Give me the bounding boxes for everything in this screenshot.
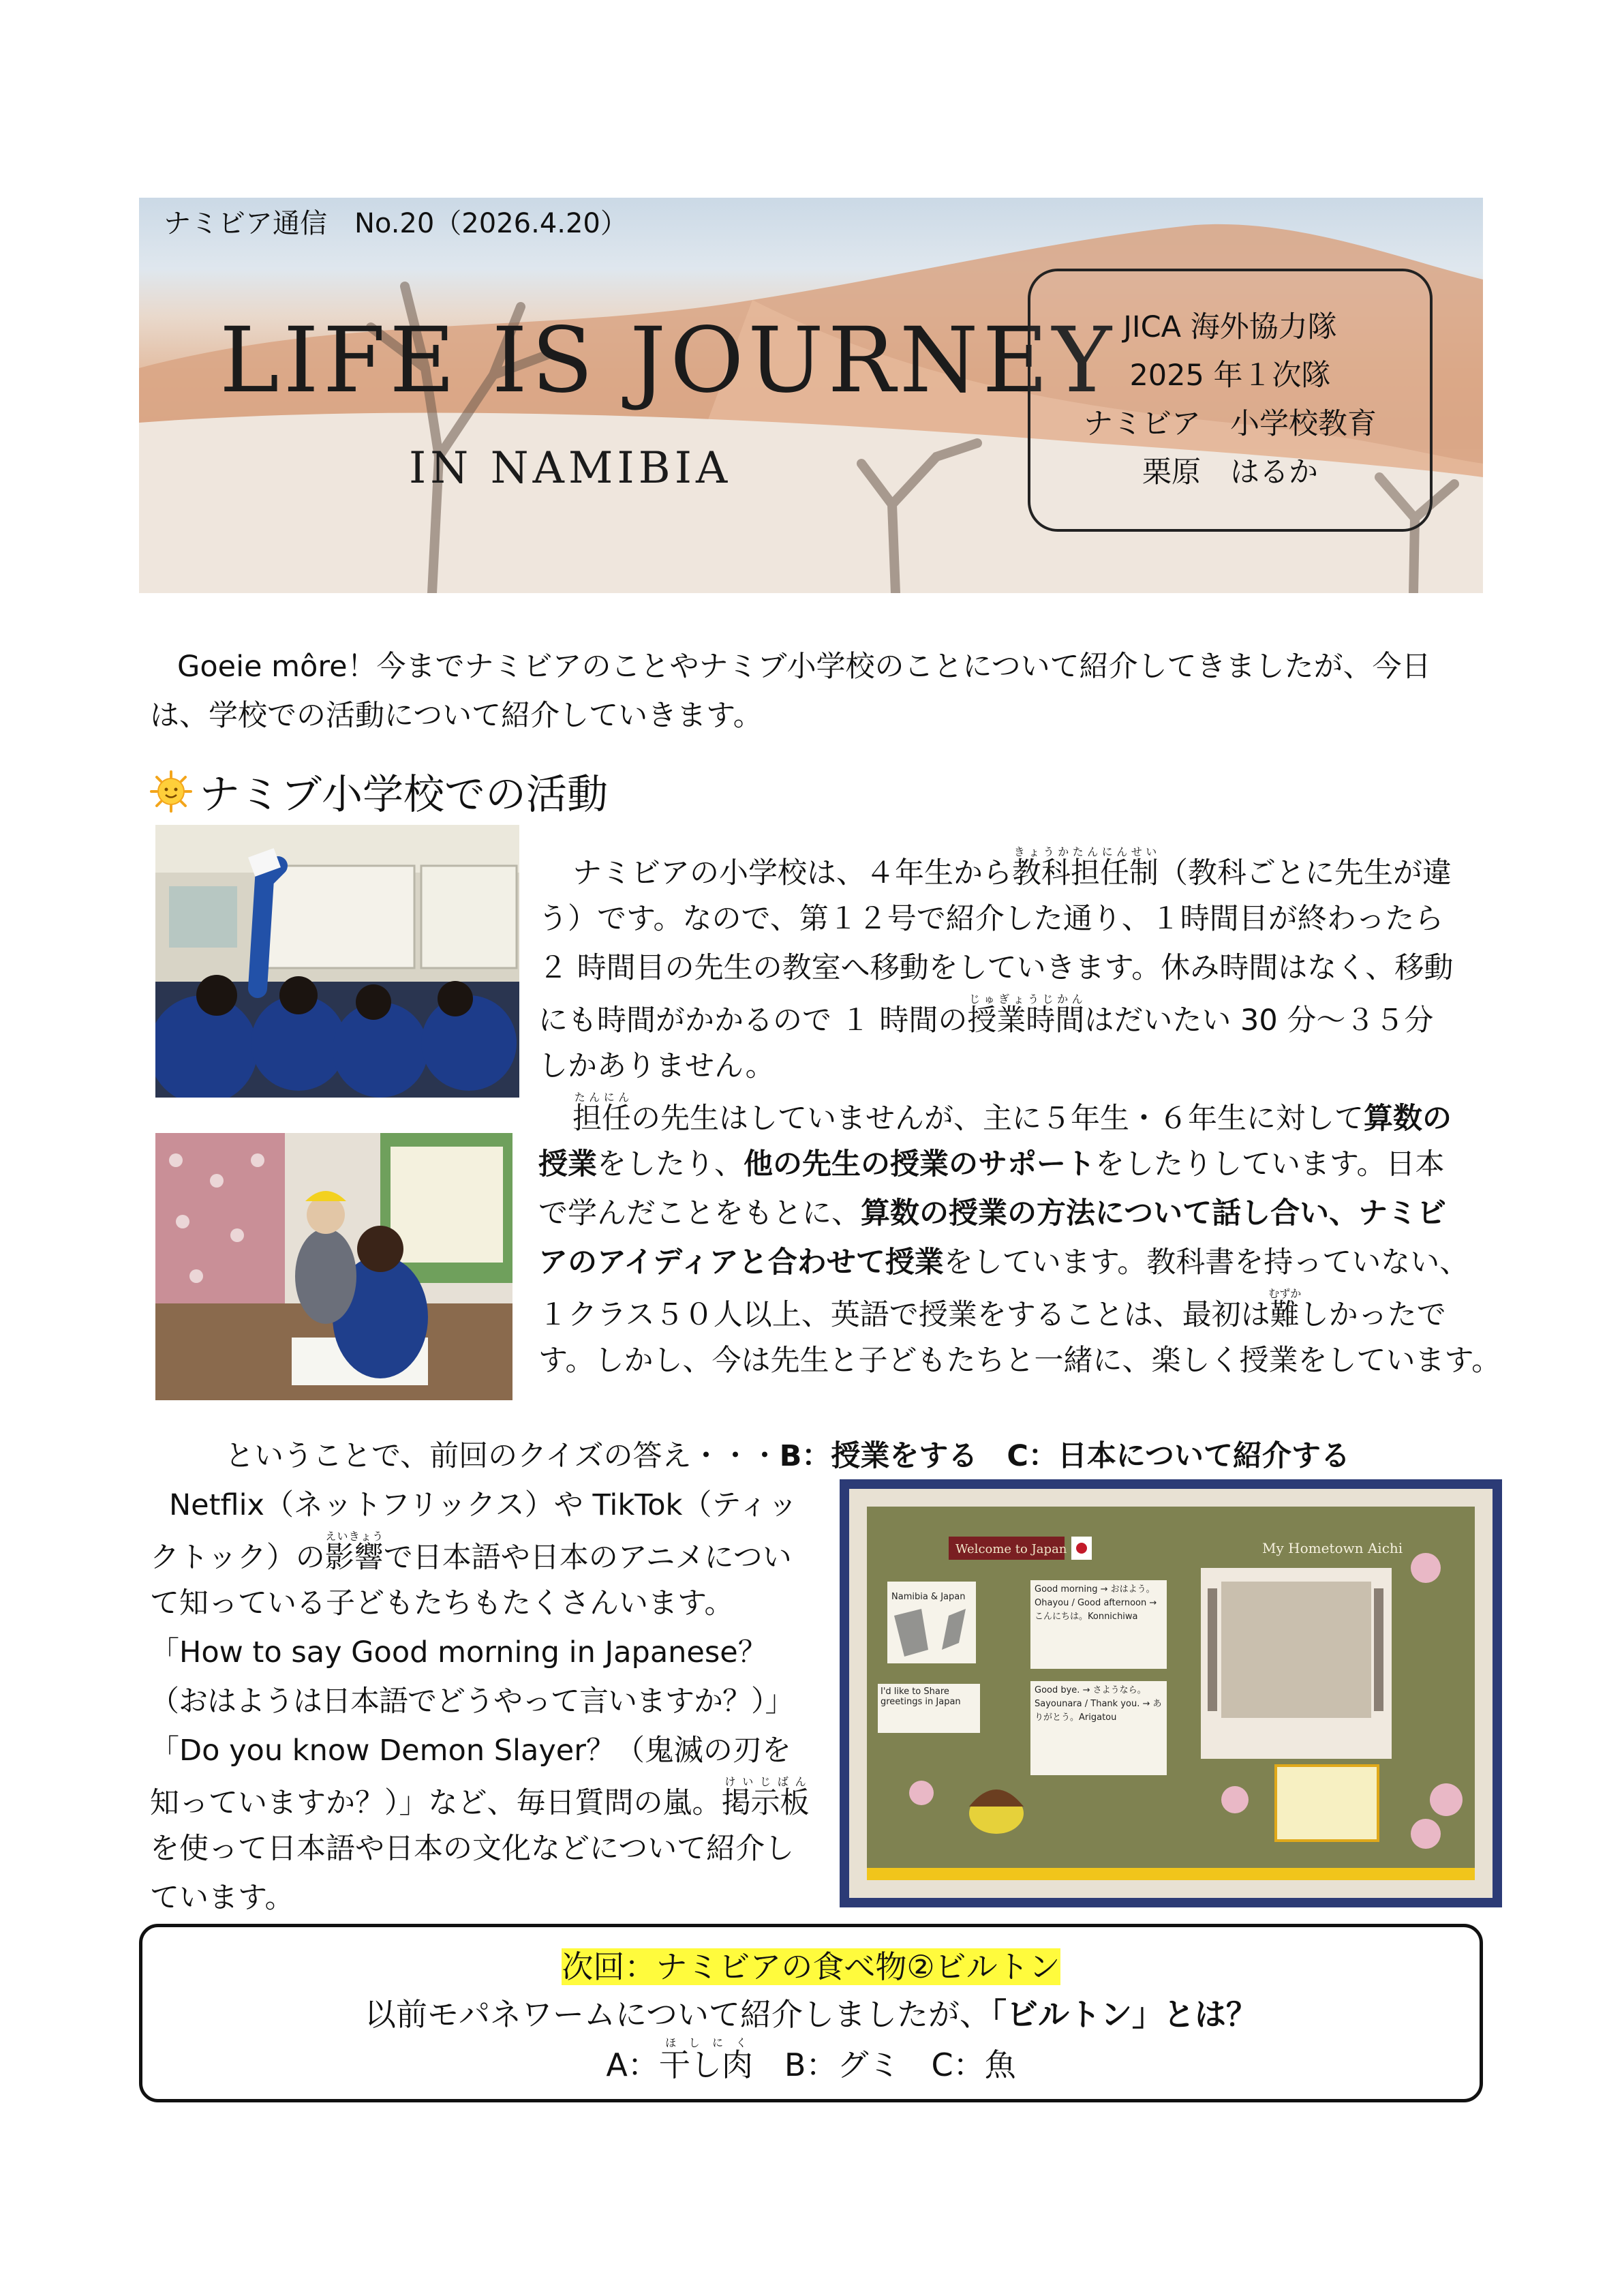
options-rest: B：グミ C：魚 bbox=[752, 2046, 1016, 2083]
activity-bold-text: 算数の bbox=[1364, 1102, 1452, 1136]
activity-line-4 bbox=[538, 993, 1433, 1045]
next-headline-row bbox=[142, 1942, 1480, 1987]
section-title-text: ナミブ小学校での活動 bbox=[199, 771, 608, 819]
ruby-word bbox=[324, 1530, 384, 1575]
ruby-base: 影響 bbox=[324, 1541, 384, 1575]
japan-paragraph bbox=[150, 1481, 825, 1931]
newsletter-subtitle: IN NAMIBIA bbox=[409, 443, 732, 494]
activity-text: １クラス５０人以上、英語で授業をすることは、最初は bbox=[538, 1298, 1270, 1332]
japan-text: で日本語や日本のアニメについ bbox=[383, 1541, 792, 1575]
activity-line-1 bbox=[572, 845, 1452, 898]
ruby-reading: むずか bbox=[1268, 1287, 1302, 1300]
activity-bold-text: 算数の授業の方法について話し合い、ナミビ bbox=[861, 1196, 1447, 1230]
activity-text: で学んだことをもとに、 bbox=[538, 1196, 861, 1230]
classroom-photo-2 bbox=[155, 1133, 512, 1400]
sun-face-icon bbox=[150, 770, 192, 813]
activity-line-7 bbox=[538, 1140, 1445, 1189]
japan-line-7 bbox=[150, 1775, 810, 1828]
activity-bold-text: 他の先生の授業のサポート bbox=[744, 1147, 1095, 1181]
activity-line-10 bbox=[538, 1287, 1446, 1340]
activity-paragraph bbox=[538, 845, 1501, 1378]
activity-text: はだいたい 30 分～３５分 bbox=[1084, 1003, 1434, 1038]
next-question-text: 以前モパネワームについて紹介しましたが、 bbox=[364, 1996, 992, 2033]
next-issue-box bbox=[139, 1924, 1483, 2102]
activity-text: にも時間がかかるので １ 時間の bbox=[538, 1003, 968, 1038]
author-line-org: JICA 海外協力隊 bbox=[1123, 310, 1337, 344]
next-question bbox=[142, 1990, 1480, 2035]
board-banner-right: My Hometown Aichi bbox=[1262, 1540, 1403, 1556]
japan-line-2 bbox=[150, 1530, 792, 1582]
ruby-reading: じゅぎょうじかん bbox=[967, 993, 1085, 1006]
author-line-role: ナミビア 小学校教育 bbox=[1084, 407, 1377, 441]
ruby-word bbox=[1012, 845, 1159, 890]
japan-line-9: ています。 bbox=[150, 1881, 294, 1915]
board-card-share: I'd like to Share greetings in Japan bbox=[881, 1687, 961, 1707]
issue-label: ナミビア通信 No.20（2026.4.20） bbox=[164, 208, 628, 239]
activity-text: しかったで bbox=[1299, 1298, 1446, 1332]
section-heading bbox=[150, 762, 608, 821]
intro-line-2: は、学校での活動について紹介していきます。 bbox=[150, 699, 763, 733]
ruby-base: 難 bbox=[1268, 1298, 1302, 1332]
japan-text: 知っていますか？）」など、毎日質問の嵐。 bbox=[150, 1786, 722, 1820]
next-question-bold: 「ビルトン」とは？ bbox=[991, 1996, 1258, 2033]
next-options bbox=[142, 2036, 1480, 2085]
ruby-base: 掲示板 bbox=[721, 1786, 810, 1820]
japan-text: クトック）の bbox=[150, 1541, 325, 1575]
japan-line-1: Netflix（ネットフリックス）や TikTok（ティッ bbox=[169, 1488, 797, 1522]
ruby-word bbox=[1268, 1287, 1302, 1332]
japan-line-6: 「Do you know Demon Slayer？（鬼滅の刃を bbox=[150, 1734, 791, 1768]
activity-bold-text: 授業 bbox=[538, 1147, 597, 1181]
activity-text: をしています。教科書を持っていない、 bbox=[943, 1245, 1469, 1280]
ruby-base: 干し肉 bbox=[658, 2046, 753, 2083]
quiz-answer-text: B：授業をする C：日本について紹介する bbox=[779, 1439, 1351, 1473]
activity-text: ナミビアの小学校は、４年生から bbox=[572, 856, 1012, 890]
japan-line-8: を使って日本語や日本の文化などについて紹介し bbox=[150, 1832, 795, 1866]
activity-text: （教科ごとに先生が違 bbox=[1159, 856, 1452, 890]
quiz-answer-prefix: ということで、前回のクイズの答え・・・ bbox=[225, 1439, 780, 1473]
next-headline: 次回：ナミビアの食べ物②ビルトン bbox=[562, 1948, 1060, 1985]
activity-text: をしたり、 bbox=[597, 1147, 744, 1181]
ruby-reading: ほしにく bbox=[658, 2036, 753, 2049]
intro-line-1: Goeie môre！今までナミビアのことやナミブ小学校のことについて紹介してきましたが、今日 bbox=[177, 650, 1431, 684]
ruby-reading: えいきょう bbox=[324, 1530, 384, 1543]
ruby-base: 教科担任制 bbox=[1012, 856, 1159, 890]
option-a-label: A： bbox=[606, 2046, 659, 2083]
newsletter-title: LIFE IS JOURNEY bbox=[219, 308, 1116, 413]
ruby-reading: たんにん bbox=[572, 1091, 631, 1104]
activity-line-11: す。しかし、今は先生と子どもたちと一緒に、楽しく授業をしています。 bbox=[538, 1344, 1501, 1378]
ruby-base: 担任 bbox=[572, 1102, 631, 1136]
author-line-batch: 2025 年１次隊 bbox=[1129, 359, 1331, 393]
classroom-photo-1 bbox=[155, 825, 519, 1098]
japan-line-4: 「How to say Good morning in Japanese？ bbox=[150, 1635, 767, 1670]
ruby-base: 授業時間 bbox=[967, 1003, 1085, 1038]
activity-line-2: う）です。なので、第１２号で紹介した通り、１時間目が終わったら bbox=[538, 902, 1444, 936]
activity-line-5: しかありません。 bbox=[538, 1049, 775, 1083]
bulletin-board-photo bbox=[840, 1479, 1502, 1907]
japan-line-5: （おはようは日本語でどうやって言いますか？）」 bbox=[150, 1685, 794, 1719]
activity-line-8 bbox=[538, 1189, 1446, 1238]
author-line-name: 栗原 はるか bbox=[1142, 455, 1318, 489]
ruby-word bbox=[967, 993, 1085, 1038]
board-banner-left: Welcome to Japan bbox=[955, 1542, 1067, 1556]
activity-bold-text: アのアイディアと合わせて授業 bbox=[538, 1245, 944, 1280]
japan-line-3: て知っている子どもたちもたくさんいます。 bbox=[150, 1586, 734, 1620]
activity-text: の先生はしていませんが、主に５年生・６年生に対して bbox=[631, 1102, 1364, 1136]
ruby-word bbox=[572, 1091, 631, 1136]
ruby-reading: きょうかたんにんせい bbox=[1012, 845, 1159, 858]
author-info-box bbox=[1028, 269, 1433, 532]
ruby-word bbox=[658, 2036, 753, 2083]
ruby-word bbox=[721, 1775, 810, 1820]
board-card-map: Namibia & Japan bbox=[891, 1592, 966, 1602]
activity-line-6 bbox=[572, 1091, 1452, 1143]
board-card-greetings-2: Good bye. → さようなら。Sayounara / Thank you. → ありがとう。Arigatou bbox=[1035, 1685, 1162, 1723]
activity-text: をしたりしています。日本 bbox=[1095, 1147, 1445, 1181]
activity-line-3: ２ 時間目の先生の教室へ移動をしていきます。休み時間はなく、移動 bbox=[538, 951, 1454, 985]
board-card-greetings-1: Good morning → おはよう。Ohayou / Good afternoon → こんにちは。Konnichiwa bbox=[1035, 1584, 1157, 1622]
activity-line-9 bbox=[538, 1238, 1469, 1287]
ruby-reading: けいじばん bbox=[721, 1775, 810, 1788]
